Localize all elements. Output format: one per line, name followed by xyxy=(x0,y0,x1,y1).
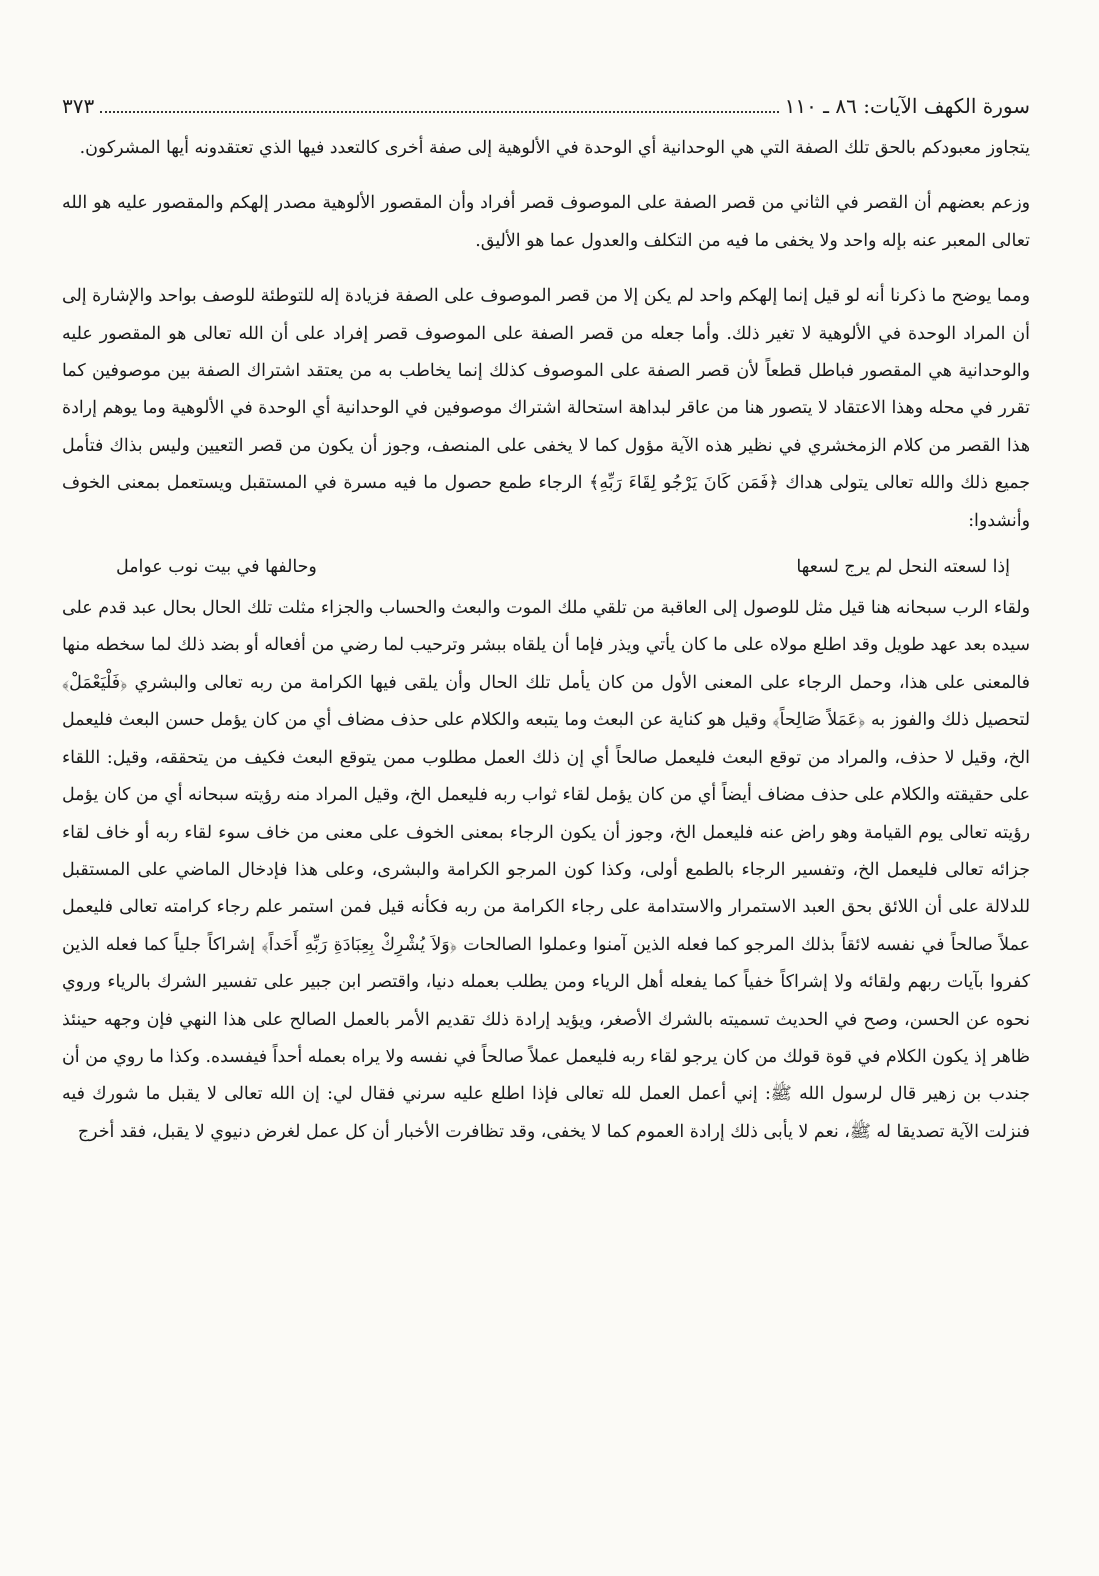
paragraph-1: يتجاوز معبودكم بالحق تلك الصفة التي هي الوحدانية أي الوحدة في الألوهية إلى صفة أخرى كالتعدد فيها الذي تعتقدونه أيها المشركون. xyxy=(79,138,1030,158)
surah-title: سورة الكهف الآيات: ٨٦ ـ ١١٠ xyxy=(784,94,1030,118)
paragraph-3: ومما يوضح ما ذكرنا أنه لو قيل إنما إلهكم واحد لم يكن إلا من قصر الموصوف على الصفة فزيادة إله للتوطئة للوصف بواحد والإشارة إلى أن المراد الوحدة في الألوهية لا تغير ذلك. وأما جعله من قصر الصفة على الموصوف قصر إفراد على أن الله تعالى هو المقصور عليه والوحدانية هي المقصور فباطل قطعاً لأن قصر الصفة على الموصوف كذلك إنما يخاطب به من يعتقد اشتراك الصفة بين موصوفين كما تقرر في محله وهذا الاعتقاد لا يتصور هنا من عاقر لبداهة استحالة اشتراك موصوفين في الوحدانية أي الوحدة في الألوهية وما يوهم إرادة هذا القصر من كلام الزمخشري في نظير هذه الآية مؤول كما لا يخفى على المنصف، وجوز أن يكون من قصر التعيين وليس بذاك فتأمل جميع ذلك والله تعالى يتولى هداك ﴿فَمَن كَانَ يَرْجُو لِقَاءَ رَبِّهِ﴾ الرجاء طمع حصول ما فيه مسرة في المستقبل ويستعمل بمعنى الخوف وأنشدوا: xyxy=(62,286,1030,531)
verse-second-hemistich: وحالفها في بيت نوب عوامل xyxy=(116,557,317,578)
page-header xyxy=(62,86,1030,120)
page-number: ٣٧٣ xyxy=(62,94,95,118)
header-dot-leader xyxy=(100,110,778,113)
paragraph-2: وزعم بعضهم أن القصر في الثاني من قصر الصفة على الموصوف قصر أفراد وأن المقصور الألوهية مصدر إلهكم والمقصور عليه هو الله تعالى المعبر عنه بإله واحد ولا يخفى ما فيه من التكلف والعدول عما هو الأليق. xyxy=(62,193,1030,251)
book-page xyxy=(62,86,1030,1151)
paragraph-4: ولقاء الرب سبحانه هنا قيل مثل للوصول إلى العاقبة من تلقي ملك الموت والبعث والحساب والجزاء مثلت تلك الحال بحال عبد قدم على سيده بعد عهد طويل وقد اطلع مولاه على ما كان يأتي ويذر فإما أن يلقاه ببشر وترحيب لما رضي من أفعاله أو بضد ذلك لما سخطه منها فالمعنى على هذا، وحمل الرجاء على المعنى الأول من كان يأمل تلك الحال وأن يلقى فيها الكرامة من ربه تعالى والبشري ﴿فَلْيَعْمَلْ﴾ لتحصيل ذلك والفوز به ﴿عَمَلاً صَالِحاً﴾ وقيل هو كناية عن البعث وما يتبعه والكلام على حذف مضاف أي من كان يؤمل حسن البعث فليعمل الخ، وقيل لا حذف، والمراد من توقع البعث فليعمل صالحاً أي إن ذلك العمل مطلوب ممن يتوقع البعث فكيف من يتحققه، وقيل: اللقاء على حقيقته والكلام على حذف مضاف أيضاً أي من كان يؤمل لقاء ثواب ربه فليعمل الخ، وقيل المراد منه رؤيته سبحانه أي من كان يؤمل رؤيته تعالى يوم القيامة وهو راض عنه فليعمل الخ، وجوز أن يكون الرجاء بمعنى الخوف على معنى من خاف سوء لقاء ربه أو خاف لقاء جزائه تعالى فليعمل الخ، وتفسير الرجاء بالطمع أولى، وكذا كون المرجو الكرامة والبشرى، وعلى هذا فإدخال الماضي على المستقبل للدلالة على أن اللائق بحق العبد الاستمرار والاستدامة على رجاء الكرامة من ربه فكأنه قيل فمن استمر علم رجاء كرامته تعالى فليعمل عملاً صالحاً في نفسه لائقاً بذلك المرجو كما فعله الذين آمنوا وعملوا الصالحات ﴿وَلاَ يُشْرِكْ بِعِبَادَةِ رَبِّهِ أَحَداً﴾ إشراكاً جلياً كما فعله الذين كفروا بآيات ربهم ولقائه ولا إشراكاً خفياً كما يفعله أهل الرياء ومن يطلب بعمله دنيا، واقتصر ابن جبير على تفسير الشرك بالرياء وروي نحوه عن الحسن، وصح في الحديث تسميته بالشرك الأصغر، ويؤيد إرادة ذلك تقديم الأمر بالعمل الصالح على هذا النهي فإن وجهه حينئذ ظاهر إذ يكون الكلام في قوة قولك من كان يرجو لقاء ربه فليعمل عملاً صالحاً في نفسه ولا يراه بعمله أحداً فيفسده. وكذا ما روي من أن جندب بن زهير قال لرسول الله ﷺ: إني أعمل العمل لله تعالى فإذا اطلع عليه سرني فقال لي: إن الله تعالى لا يقبل ما شورك فيه فنزلت الآية تصديقا له ﷺ، نعم لا يأبى ذلك إرادة العموم كما لا يخفى، وقد تظافرت الأخبار أن كل عمل لغرض دنيوي لا يقبل، فقد أخرج xyxy=(62,598,1030,1142)
poetry-verse xyxy=(62,548,1030,586)
verse-first-hemistich: إذا لسعته النحل لم يرج لسعها xyxy=(796,557,1010,578)
